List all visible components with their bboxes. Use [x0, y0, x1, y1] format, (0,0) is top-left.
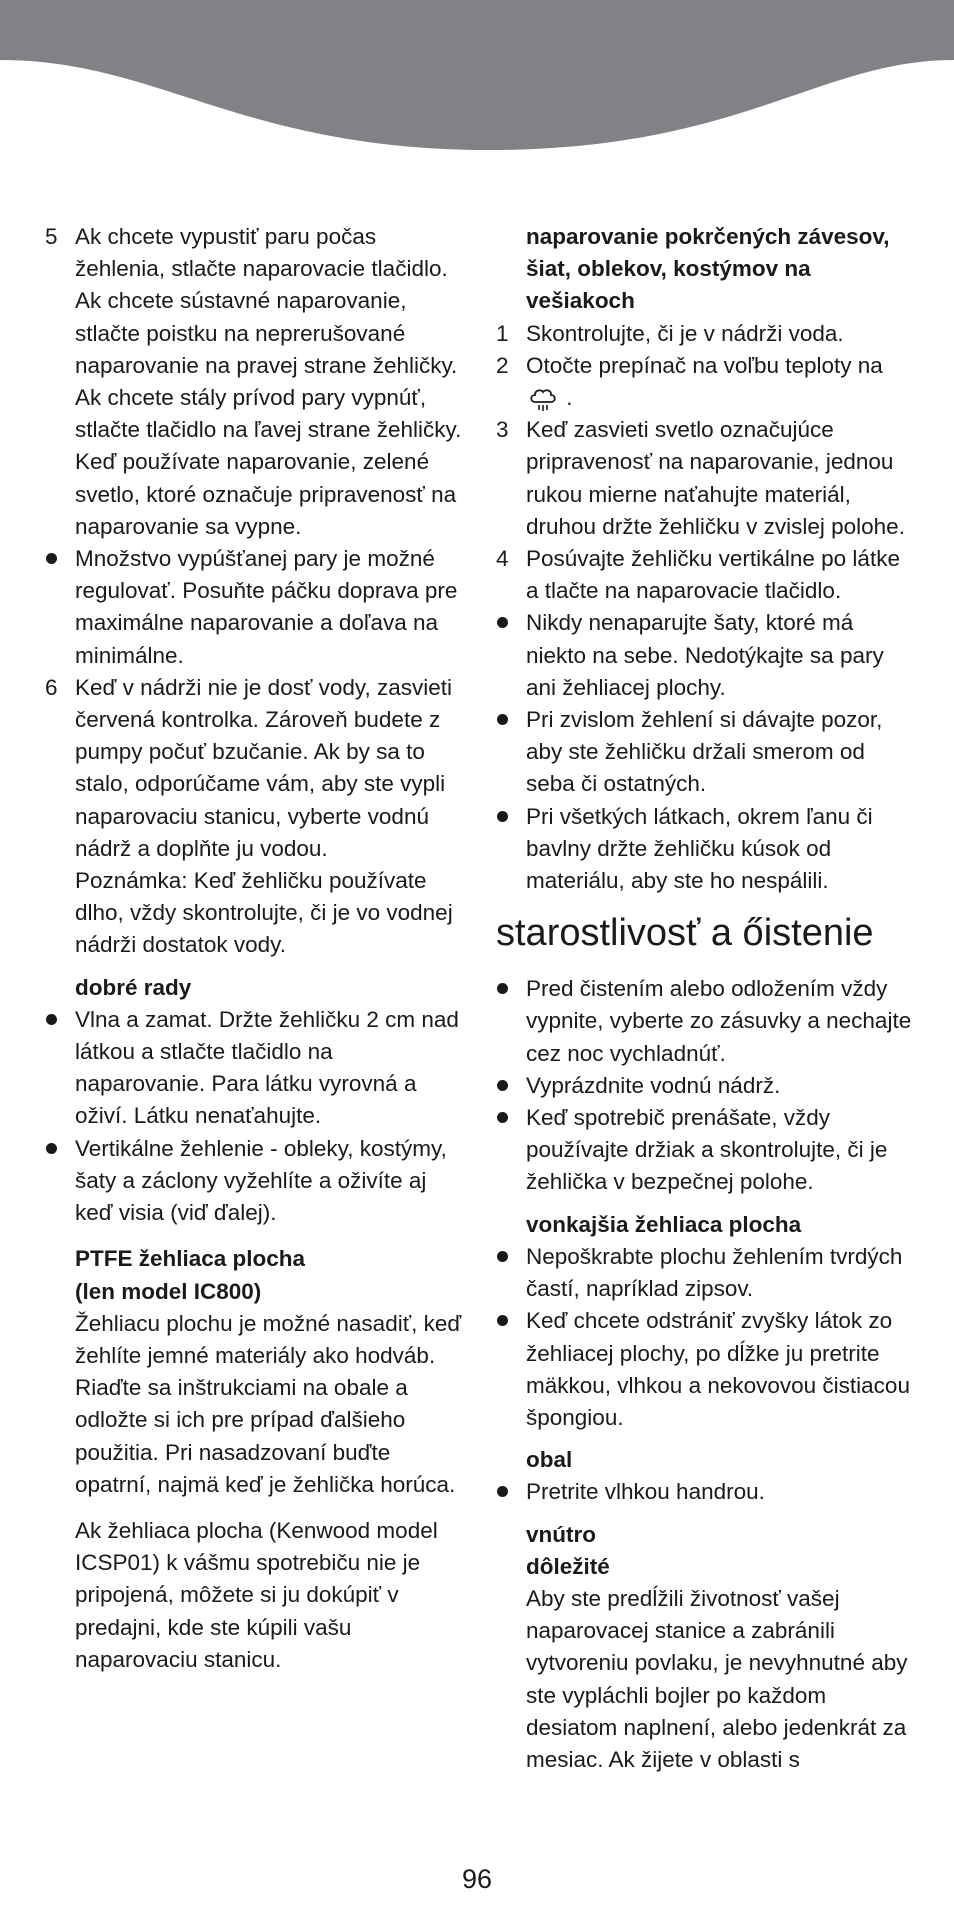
hanging-steam-heading: naparovanie pokrčených závesov, šiat, oblekov, kostýmov na vešiakoch: [526, 224, 890, 314]
bullet-text: Pretrite vlhkou handrou.: [526, 1479, 765, 1505]
step-number: 5: [45, 224, 58, 249]
bullet-text: Pri všetkých látkach, okrem ľanu či bavlny držte žehličku kúsok od materiálu, aby ste ho nespálili.: [526, 803, 873, 894]
bullet-icon: [496, 1102, 522, 1134]
bullet-icon: [496, 973, 522, 1005]
soleplate-bullet-2: [496, 1305, 916, 1434]
bullet-text: Pri zvislom žehlení si dávajte pozor, aby ste žehličku držali smerom od seba či ostatných.: [526, 707, 883, 797]
bullet-icon: [496, 1476, 522, 1508]
step-number: 4: [496, 546, 509, 572]
left-column: [45, 221, 465, 1676]
warning-bullet-1: [496, 607, 916, 704]
bullet-icon: [45, 543, 71, 575]
ptfe-paragraph-1: Žehliacu plochu je možné nasadiť, keď žehlíte jemné materiály ako hodváb. Riaďte sa inštrukciami na obale a odložte si ich pre prípad ďalšieho použitia. Pri nasadzovaní buďte opatrní, najmä keď je žehlička horúca.: [75, 1310, 462, 1497]
tip-vertical-ironing: [45, 1133, 465, 1230]
section-title-care: starostlivosť a őistenie: [496, 912, 874, 955]
instruction-step-5: [45, 221, 465, 543]
step-text: Keď zasvieti svetlo označujúce pripravenosť na naparovanie, jednou rukou mierne naťahujte materiál, druhou držte žehličku v zvislej polohe.: [526, 417, 905, 539]
bullet-steam-regulation: [45, 543, 465, 672]
case-bullet-1: [496, 1476, 916, 1508]
bullet-icon: [45, 1133, 71, 1165]
ptfe-heading-line2: (len model IC800): [75, 1278, 262, 1304]
bullet-icon: [496, 704, 522, 736]
hanging-step-4: [496, 543, 916, 607]
hanging-step-2: [496, 350, 916, 414]
right-column: [496, 221, 916, 1776]
bullet-icon: [496, 801, 522, 833]
bullet-text: Nepoškrabte plochu žehlením tvrdých častí, napríklad zipsov.: [526, 1243, 903, 1302]
care-bullet-2: [496, 1070, 916, 1102]
step-text: Posúvajte žehličku vertikálne po látke a tlačte na naparovacie tlačidlo.: [526, 546, 900, 604]
step-text: Keď v nádrži nie je dosť vody, zasvieti červená kontrolka. Zároveň budete z pumpy počuť bzučanie. Ak by sa to stalo, odporúčame vám, aby ste vypli naparovaciu stanicu, vyberte vodnú nádrž a doplňte ju vodou.: [75, 674, 453, 861]
step-text-end: .: [566, 385, 573, 411]
step-text: Otočte prepínač na voľbu teploty na: [526, 352, 883, 378]
inside-heading: vnútro: [526, 1521, 596, 1547]
ptfe-heading-line1: PTFE žehliaca plocha: [75, 1246, 306, 1272]
steam-icon: [526, 386, 560, 412]
ptfe-paragraph-2: Ak žehliaca plocha (Kenwood model ICSP01) k vášmu spotrebiču nie je pripojená, môžete si ju dokúpiť v predajni, kde ste kúpili vašu naparovaciu stanicu.: [75, 1517, 438, 1672]
case-heading: obal: [526, 1447, 573, 1473]
bullet-text: Nikdy nenaparujte šaty, ktoré má niekto na sebe. Nedotýkajte sa pary ani žehliacej plochy.: [526, 610, 884, 700]
bullet-text: Keď spotrebič prenášate, vždy používajte držiak a skontrolujte, či je žehlička v bezpečnej polohe.: [526, 1105, 888, 1195]
step-text: Ak chcete vypustiť paru počas žehlenia, stlačte naparovacie tlačidlo. Ak chcete sústavné naparovanie, stlačte poistku na neprerušované naparovanie na pravej strane žehličky. Ak chcete stály prívod pary vypnúť, stlačte tlačidlo na ľavej strane žehličky. Keď používate naparovanie, zelené svetlo, ktoré označuje pripravenosť na naparovanie sa vypne.: [75, 224, 462, 539]
bullet-text: Vertikálne žehlenie - obleky, kostýmy, šaty a záclony vyžehlíte a oživíte aj keď visia (viď ďalej).: [75, 1135, 447, 1226]
tip-wool-velvet: [45, 1004, 465, 1133]
page-number: 96: [461, 1864, 493, 1894]
care-bullet-3: [496, 1102, 916, 1199]
bullet-text: Vlna a zamat. Držte žehličku 2 cm nad látkou a stlačte tlačidlo na naparovanie. Para látku vyrovná a oživí. Látku nenaťahujte.: [75, 1006, 459, 1129]
step-number: 1: [496, 320, 509, 346]
step-text: Skontrolujte, či je v nádrži voda.: [526, 320, 844, 346]
step-number: 6: [45, 674, 58, 700]
tips-heading: dobré rady: [75, 974, 192, 1000]
step-number: 3: [496, 417, 509, 443]
important-heading: dôležité: [526, 1553, 610, 1579]
important-text: Aby ste predĺžili životnosť vašej naparovacej stanice a zabránili vytvoreniu povlaku, je nevyhnutné aby ste vypláchli bojler po každom desiatom naplnení, alebo jedenkrát za mesiac. Ak žijete v oblasti s: [526, 1585, 908, 1772]
soleplate-heading: vonkajšia žehliaca plocha: [526, 1211, 802, 1237]
bullet-icon: [45, 1004, 71, 1036]
soleplate-bullet-1: [496, 1241, 916, 1305]
bullet-text: Keď chcete odstrániť zvyšky látok zo žehliacej plochy, po dĺžke ju pretrite mäkkou, vlhkou a nekovovou čistiacou špongiou.: [526, 1308, 910, 1430]
decorative-header-wave: [0, 0, 954, 170]
step-number: 2: [496, 352, 509, 378]
bullet-text: Pred čistením alebo odložením vždy vypnite, vyberte zo zásuvky a nechajte cez noc vychladnúť.: [526, 976, 912, 1066]
bullet-text: Vyprázdnite vodnú nádrž.: [526, 1072, 781, 1098]
bullet-icon: [496, 1241, 522, 1273]
warning-bullet-3: [496, 801, 916, 898]
instruction-step-6: [45, 672, 465, 865]
hanging-step-3: [496, 414, 916, 543]
note-text: Poznámka: Keď žehličku používate dlho, vždy skontrolujte, či je vo vodnej nádrži dostatok vody.: [75, 868, 453, 958]
hanging-step-1: [496, 318, 916, 350]
warning-bullet-2: [496, 704, 916, 801]
bullet-icon: [496, 1070, 522, 1102]
bullet-icon: [496, 1305, 522, 1337]
care-bullet-1: [496, 973, 916, 1070]
bullet-icon: [496, 607, 522, 639]
bullet-text: Množstvo vypúšťanej pary je možné regulovať. Posuňte páčku doprava pre maximálne naparovanie a doľava na minimálne.: [75, 546, 458, 668]
